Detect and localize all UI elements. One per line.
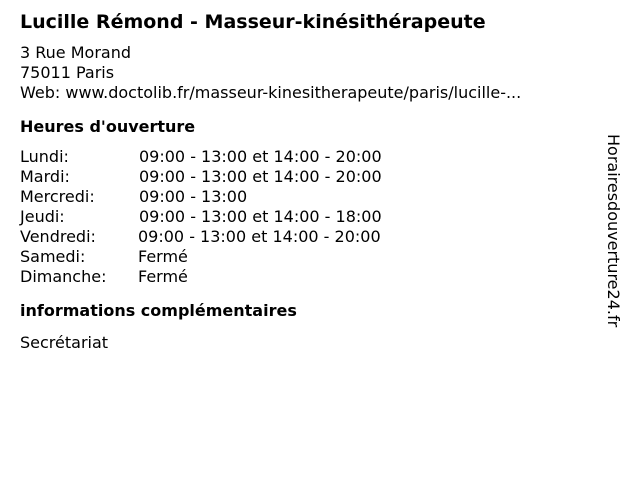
day-label-tuesday: Mardi: <box>20 167 70 186</box>
hours-value-sunday: Fermé <box>138 267 188 286</box>
hours-row-thursday <box>20 207 600 227</box>
day-label-monday: Lundi: <box>20 147 69 166</box>
business-title: Lucille Rémond - Masseur-kinésithérapeute <box>20 11 486 33</box>
hours-row-friday <box>20 227 600 247</box>
opening-hours-heading: Heures d'ouverture <box>20 117 196 136</box>
day-label-sunday: Dimanche: <box>20 267 107 286</box>
hours-row-monday <box>20 147 600 167</box>
hours-row-sunday <box>20 267 600 287</box>
hours-value-thursday: 09:00 - 13:00 et 14:00 - 18:00 <box>139 207 382 226</box>
street-address: 3 Rue Morand <box>20 43 132 62</box>
day-label-saturday: Samedi: <box>20 247 86 266</box>
hours-row-tuesday <box>20 167 600 187</box>
business-card <box>20 9 600 353</box>
additional-info-heading: informations complémentaires <box>20 301 297 320</box>
business-address <box>20 43 600 103</box>
city-address: 75011 Paris <box>20 63 115 82</box>
day-label-wednesday: Mercredi: <box>20 187 95 206</box>
website-line: Web: www.doctolib.fr/masseur-kinesitherapeute/paris/lucille-... <box>20 83 522 102</box>
hours-value-friday: 09:00 - 13:00 et 14:00 - 20:00 <box>138 227 381 246</box>
hours-value-saturday: Fermé <box>138 247 188 266</box>
day-label-friday: Vendredi: <box>20 227 96 246</box>
hours-value-wednesday: 09:00 - 13:00 <box>139 187 248 206</box>
hours-row-wednesday <box>20 187 600 207</box>
opening-hours-list <box>20 147 600 287</box>
hours-row-saturday <box>20 247 600 267</box>
additional-info-text: Secrétariat <box>20 333 109 352</box>
site-watermark: Horairesdouverture24.fr <box>604 134 623 328</box>
day-label-thursday: Jeudi: <box>20 207 65 226</box>
hours-value-tuesday: 09:00 - 13:00 et 14:00 - 20:00 <box>139 167 382 186</box>
hours-value-monday: 09:00 - 13:00 et 14:00 - 20:00 <box>139 147 382 166</box>
